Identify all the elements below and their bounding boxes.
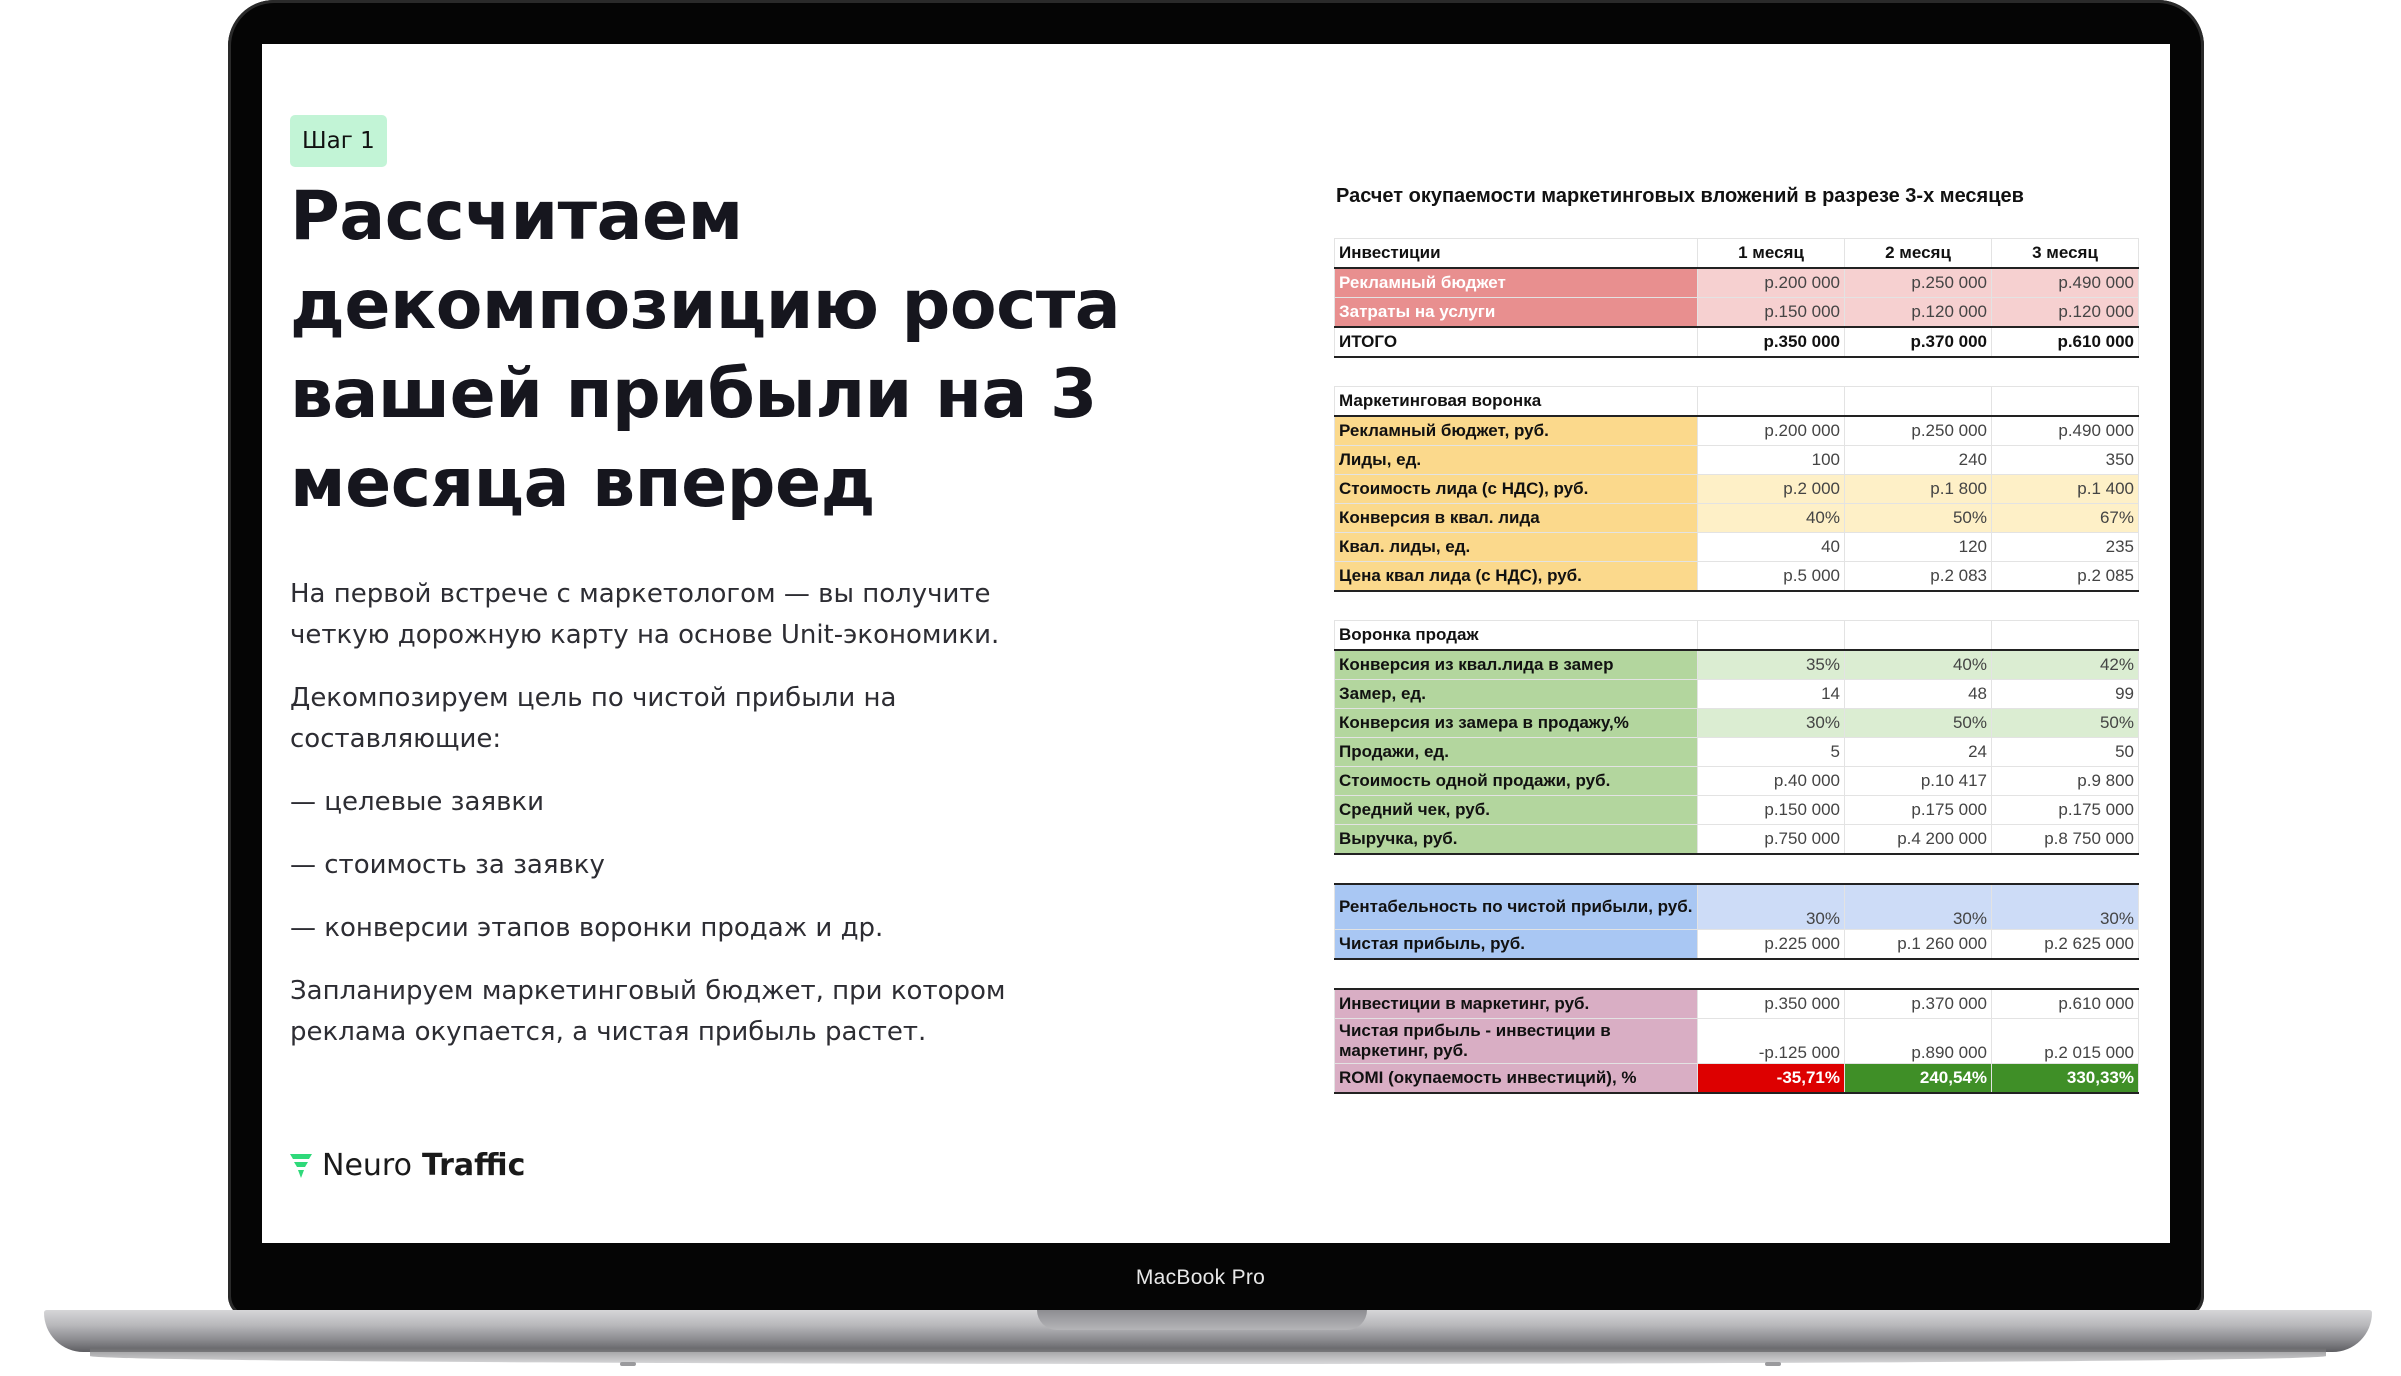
cell-value: р.225 000 bbox=[1698, 930, 1845, 960]
table-row bbox=[1335, 767, 2139, 796]
bullet-cost-per-lead: — стоимость за заявку bbox=[290, 850, 605, 880]
spacer-row bbox=[1335, 959, 2139, 989]
table-row bbox=[1335, 533, 2139, 562]
row-label: Конверсия из замера в продажу,% bbox=[1335, 709, 1698, 738]
spacer-row bbox=[1335, 854, 2139, 884]
table-row bbox=[1335, 680, 2139, 709]
sheet-title: Расчет окупаемости маркетинговых вложений в разрезе 3-х месяцев bbox=[1336, 185, 2024, 207]
cell-value: 24 bbox=[1845, 738, 1992, 767]
row-label: Затраты на услуги bbox=[1335, 298, 1698, 328]
decompose-paragraph: Декомпозируем цель по чистой прибыли на составляющие: bbox=[290, 683, 897, 754]
cell-value: 42% bbox=[1992, 650, 2139, 680]
cell-value: р.8 750 000 bbox=[1992, 825, 2139, 855]
cell-value: 67% bbox=[1992, 504, 2139, 533]
table-row bbox=[1335, 884, 2139, 930]
laptop-screen bbox=[262, 44, 2170, 1243]
row-label: ИТОГО bbox=[1335, 327, 1698, 357]
funnel-logo-icon bbox=[290, 1154, 312, 1178]
cell-value: р.1 260 000 bbox=[1845, 930, 1992, 960]
row-label: Продажи, ед. bbox=[1335, 738, 1698, 767]
cell-value: р.610 000 bbox=[1992, 989, 2139, 1019]
cell-value: р.150 000 bbox=[1698, 796, 1845, 825]
table-row bbox=[1335, 650, 2139, 680]
table-row bbox=[1335, 562, 2139, 592]
logo-word-neuro: Neuro bbox=[322, 1148, 412, 1183]
table-row bbox=[1335, 327, 2139, 357]
cell-value: р.150 000 bbox=[1698, 298, 1845, 328]
cell-value: р.200 000 bbox=[1698, 268, 1845, 298]
cell-value: 40 bbox=[1698, 533, 1845, 562]
table-row bbox=[1335, 825, 2139, 855]
sales-funnel-header: Воронка продаж bbox=[1335, 621, 1698, 651]
neuro-traffic-logo bbox=[290, 1148, 525, 1183]
cell-value: р.2 083 bbox=[1845, 562, 1992, 592]
cell-value: 35% bbox=[1698, 650, 1845, 680]
row-label: Чистая прибыль - инвестиции в маркетинг, руб. bbox=[1335, 1019, 1698, 1064]
cell-value: 50% bbox=[1992, 709, 2139, 738]
cell-value: р.610 000 bbox=[1992, 327, 2139, 357]
table-row bbox=[1335, 475, 2139, 504]
row-label: Рекламный бюджет bbox=[1335, 268, 1698, 298]
cell-value: р.40 000 bbox=[1698, 767, 1845, 796]
cell-value: 30% bbox=[1845, 884, 1992, 930]
slide-title: Рассчитаем декомпозицию роста вашей прибыли на 3 месяца вперед bbox=[290, 177, 1121, 523]
row-label: Лиды, ед. bbox=[1335, 446, 1698, 475]
sales-funnel-header-row bbox=[1335, 621, 2139, 651]
laptop-notch bbox=[1037, 1310, 1367, 1330]
budget-paragraph: Запланируем маркетинговый бюджет, при котором реклама окупается, а чистая прибыль растет. bbox=[290, 976, 1006, 1047]
romi-value-positive: 330,33% bbox=[1992, 1064, 2139, 1094]
intro-paragraph: На первой встрече с маркетологом — вы получите четкую дорожную карту на основе Unit-экономики. bbox=[290, 579, 1000, 650]
row-label: Выручка, руб. bbox=[1335, 825, 1698, 855]
cell-value: 14 bbox=[1698, 680, 1845, 709]
table-row bbox=[1335, 989, 2139, 1019]
cell-value: р.120 000 bbox=[1845, 298, 1992, 328]
marketing-funnel-header: Маркетинговая воронка bbox=[1335, 387, 1698, 417]
cell-value: р.2 625 000 bbox=[1992, 930, 2139, 960]
table-row bbox=[1335, 416, 2139, 446]
cell-value: р.4 200 000 bbox=[1845, 825, 1992, 855]
row-label: Конверсия из квал.лида в замер bbox=[1335, 650, 1698, 680]
romi-value-positive: 240,54% bbox=[1845, 1064, 1992, 1094]
cell-value: р.490 000 bbox=[1992, 268, 2139, 298]
cell-value: 48 bbox=[1845, 680, 1992, 709]
row-label: Стоимость лида (с НДС), руб. bbox=[1335, 475, 1698, 504]
cell-value: 350 bbox=[1992, 446, 2139, 475]
table-row bbox=[1335, 709, 2139, 738]
cell-value: р.120 000 bbox=[1992, 298, 2139, 328]
row-label: Инвестиции в маркетинг, руб. bbox=[1335, 989, 1698, 1019]
month-1-header: 1 месяц bbox=[1698, 239, 1845, 269]
cell-value: р.175 000 bbox=[1992, 796, 2139, 825]
cell-value: р.1 400 bbox=[1992, 475, 2139, 504]
laptop-foot bbox=[1765, 1362, 1781, 1366]
table-row bbox=[1335, 738, 2139, 767]
cell-value: 240 bbox=[1845, 446, 1992, 475]
spacer-row bbox=[1335, 357, 2139, 387]
table-row bbox=[1335, 298, 2139, 328]
cell-value: 5 bbox=[1698, 738, 1845, 767]
cell-value: 40% bbox=[1698, 504, 1845, 533]
cell-value: р.890 000 bbox=[1845, 1019, 1992, 1064]
cell-value: 50 bbox=[1992, 738, 2139, 767]
table-row bbox=[1335, 1019, 2139, 1064]
cell-value: 235 bbox=[1992, 533, 2139, 562]
row-label: Чистая прибыль, руб. bbox=[1335, 930, 1698, 960]
table-row bbox=[1335, 268, 2139, 298]
row-label: ROMI (окупаемость инвестиций), % bbox=[1335, 1064, 1698, 1094]
row-label: Конверсия в квал. лида bbox=[1335, 504, 1698, 533]
logo-word-traffic: Traffic bbox=[421, 1148, 526, 1183]
cell-value: р.490 000 bbox=[1992, 416, 2139, 446]
cell-value: р.370 000 bbox=[1845, 989, 1992, 1019]
cell-value: р.9 800 bbox=[1992, 767, 2139, 796]
cell-value: р.1 800 bbox=[1845, 475, 1992, 504]
cell-value: 30% bbox=[1698, 884, 1845, 930]
laptop-base-shadow bbox=[90, 1348, 2326, 1364]
romi-value-negative: -35,71% bbox=[1698, 1064, 1845, 1094]
cell-value: р.370 000 bbox=[1845, 327, 1992, 357]
step-badge: Шаг 1 bbox=[290, 115, 387, 167]
table-row bbox=[1335, 504, 2139, 533]
row-label: Цена квал лида (с НДС), руб. bbox=[1335, 562, 1698, 592]
row-label: Квал. лиды, ед. bbox=[1335, 533, 1698, 562]
month-3-header: 3 месяц bbox=[1992, 239, 2139, 269]
romi-row bbox=[1335, 1064, 2139, 1094]
cell-value: р.10 417 bbox=[1845, 767, 1992, 796]
table-row bbox=[1335, 446, 2139, 475]
table-row bbox=[1335, 796, 2139, 825]
cell-value: р.750 000 bbox=[1698, 825, 1845, 855]
row-label: Средний чек, руб. bbox=[1335, 796, 1698, 825]
cell-value: р.2 085 bbox=[1992, 562, 2139, 592]
cell-value: р.350 000 bbox=[1698, 327, 1845, 357]
marketing-funnel-header-row bbox=[1335, 387, 2139, 417]
cell-value: 99 bbox=[1992, 680, 2139, 709]
spacer-row bbox=[1335, 591, 2139, 621]
cell-value: 100 bbox=[1698, 446, 1845, 475]
cell-value: 50% bbox=[1845, 709, 1992, 738]
cell-value: -р.125 000 bbox=[1698, 1019, 1845, 1064]
cell-value: р.5 000 bbox=[1698, 562, 1845, 592]
month-2-header: 2 месяц bbox=[1845, 239, 1992, 269]
cell-value: 40% bbox=[1845, 650, 1992, 680]
row-label: Стоимость одной продажи, руб. bbox=[1335, 767, 1698, 796]
cell-value: р.350 000 bbox=[1698, 989, 1845, 1019]
cell-value: р.2 000 bbox=[1698, 475, 1845, 504]
bullet-conversions: — конверсии этапов воронки продаж и др. bbox=[290, 913, 884, 943]
cell-value: 30% bbox=[1992, 884, 2139, 930]
cell-value: р.250 000 bbox=[1845, 268, 1992, 298]
row-label: Замер, ед. bbox=[1335, 680, 1698, 709]
model-label: MacBook Pro bbox=[1135, 1266, 1266, 1289]
bullet-leads: — целевые заявки bbox=[290, 787, 545, 817]
roi-spreadsheet bbox=[1334, 238, 2139, 1094]
cell-value: 120 bbox=[1845, 533, 1992, 562]
cell-value: 30% bbox=[1698, 709, 1845, 738]
cell-value: 50% bbox=[1845, 504, 1992, 533]
cell-value: р.2 015 000 bbox=[1992, 1019, 2139, 1064]
cell-value: р.200 000 bbox=[1698, 416, 1845, 446]
row-label: Рекламный бюджет, руб. bbox=[1335, 416, 1698, 446]
investments-header: Инвестиции bbox=[1335, 239, 1698, 269]
table-row bbox=[1335, 930, 2139, 960]
cell-value: р.175 000 bbox=[1845, 796, 1992, 825]
row-label: Рентабельность по чистой прибыли, руб. bbox=[1335, 884, 1698, 930]
laptop-foot bbox=[620, 1362, 636, 1366]
investments-header-row bbox=[1335, 239, 2139, 269]
cell-value: р.250 000 bbox=[1845, 416, 1992, 446]
